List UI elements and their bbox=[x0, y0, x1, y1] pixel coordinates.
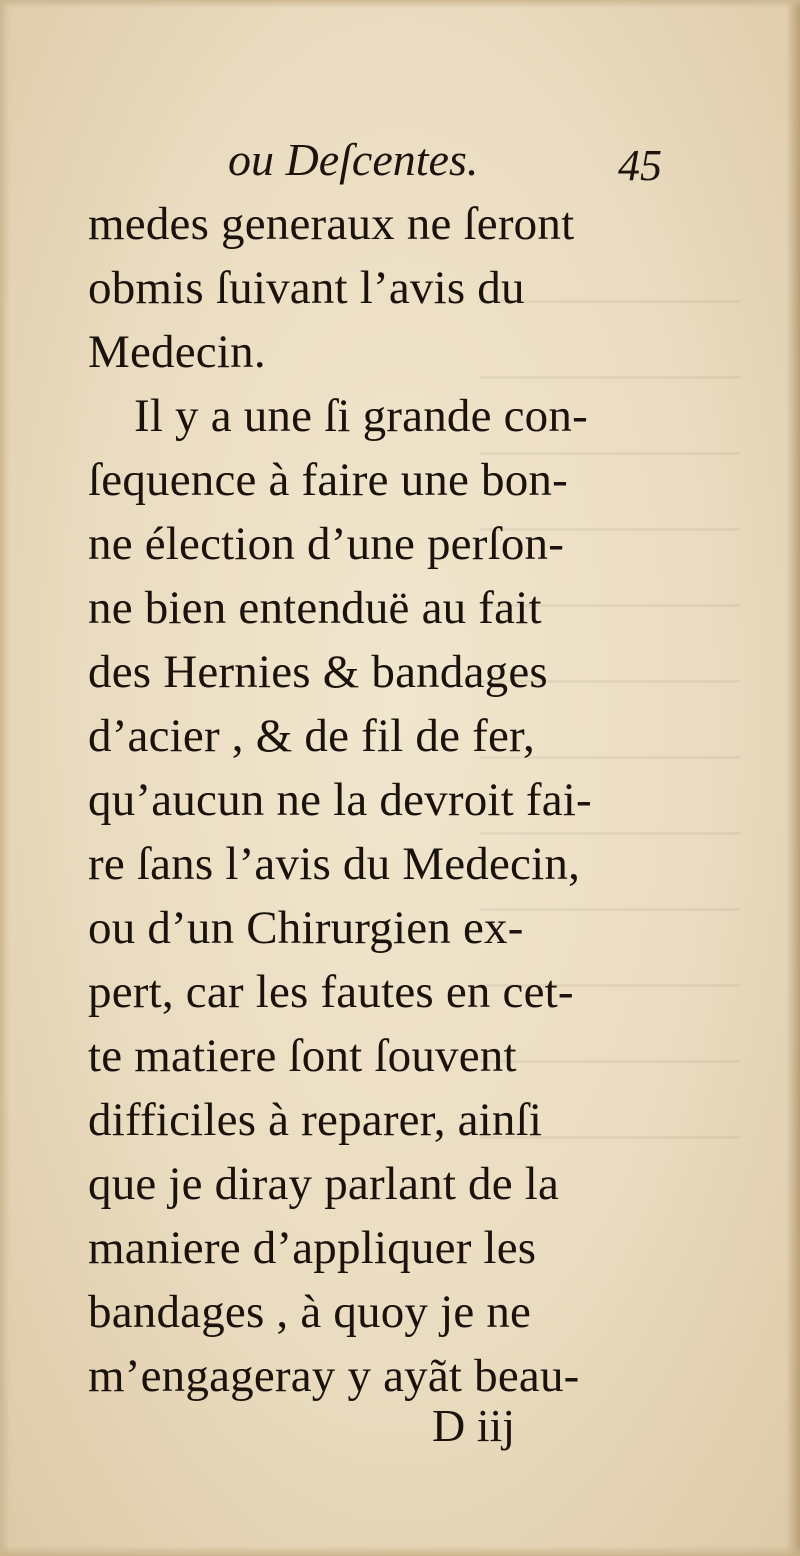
text-line: m’engageray y ayãt beau- bbox=[88, 1350, 580, 1402]
running-head-title: ou Deſcentes. bbox=[228, 134, 479, 185]
text-line: difficiles à reparer, ainſi bbox=[88, 1094, 543, 1146]
text-line: Medecin. bbox=[88, 326, 266, 378]
signature-mark: D iij bbox=[432, 1400, 516, 1451]
text-line: maniere d’appliquer les bbox=[88, 1222, 537, 1274]
text-line: ne élection d’une perſon- bbox=[88, 518, 565, 570]
body-text bbox=[88, 192, 688, 1408]
text-line: medes generaux ne ſeront bbox=[88, 198, 575, 250]
running-head bbox=[0, 130, 800, 190]
page-edge-right bbox=[786, 0, 800, 1556]
text-line: ou d’un Chirurgien ex- bbox=[88, 902, 524, 954]
text-line: des Hernies & bandages bbox=[88, 646, 548, 698]
page-edge-bottom bbox=[0, 1546, 800, 1556]
text-line: qu’aucun ne la devroit fai- bbox=[88, 774, 592, 826]
text-line: te matiere ſont ſouvent bbox=[88, 1030, 517, 1082]
text-line: re ſans l’avis du Medecin, bbox=[88, 838, 581, 890]
text-line: obmis ſuivant l’avis du bbox=[88, 262, 525, 314]
text-line: pert, car les fautes en cet- bbox=[88, 966, 574, 1018]
page-edge-left bbox=[0, 0, 10, 1556]
text-line: Il y a une ſi grande con- bbox=[134, 390, 588, 442]
text-line: d’acier , & de fil de fer, bbox=[88, 710, 535, 762]
text-line: ne bien entenduë au fait bbox=[88, 582, 542, 634]
text-line: ſequence à faire une bon- bbox=[88, 454, 568, 506]
text-line: que je diray parlant de la bbox=[88, 1158, 560, 1210]
text-line: bandages , à quoy je ne bbox=[88, 1286, 532, 1338]
page-edge-top bbox=[0, 0, 800, 8]
page-number: 45 bbox=[618, 141, 662, 190]
